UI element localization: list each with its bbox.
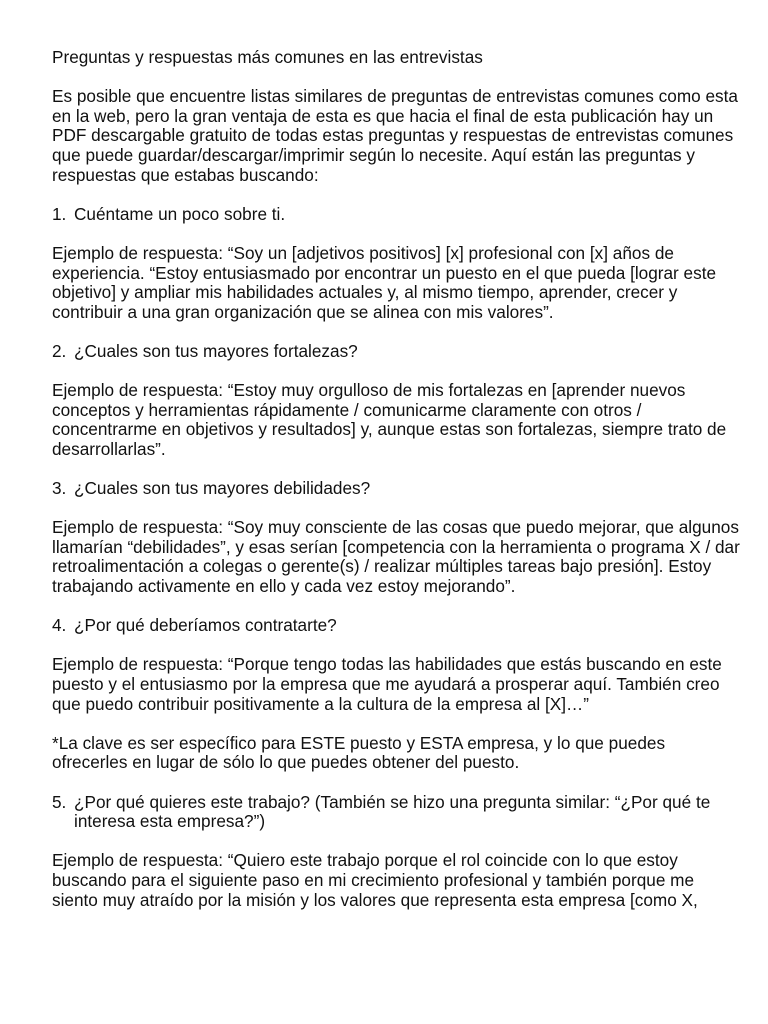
intro-paragraph: Es posible que encuentre listas similares de preguntas de entrevistas comunes como esta en la web, pero la gran ventaja de esta es que hacia el final de esta publicación hay un PDF descargable gratuito de todas estas preguntas y respuestas de entrevistas comunes que puede guardar/descargar/imprimir según lo necesite. Aquí están las preguntas y respuestas que estabas buscando: [52,86,738,185]
question-number: 2. [52,340,67,361]
question-1 [52,205,742,225]
question-3 [52,479,742,499]
question-text: ¿Cuales son tus mayores fortalezas? [74,340,358,361]
answer-3: Ejemplo de respuesta: “Soy muy consciente de las cosas que puedo mejorar, que algunos llamarían “debilidades”, y esas serían [competencia con la herramienta o programa X / dar retroalimentación a colegas o gerente(s) / realizar múltiples tareas bajo presión]. Estoy trabajando activamente en ello y cada vez estoy mejorando”. [52,517,740,597]
question-4 [52,616,742,636]
question-text: Cuéntame un poco sobre ti. [74,203,286,224]
question-text: ¿Cuales son tus mayores debilidades? [74,478,371,499]
question-number: 3. [52,478,67,499]
answer-2: Ejemplo de respuesta: “Estoy muy orgulloso de mis fortalezas en [aprender nuevos conceptos y herramientas rápidamente / comunicarme claramente con otros / concentrarme en objetivos y resultados] y, aunque estas son fortalezas, siempre trato de desarrollarlas”. [52,380,727,459]
answer-5: Ejemplo de respuesta: “Quiero este trabajo porque el rol coincide con lo que estoy buscando para el siguiente paso en mi crecimiento profesional y también porque me siento muy atraído por la misión y los valores que representa esta empresa [como X, [52,850,698,910]
answer-4: Ejemplo de respuesta: “Porque tengo todas las habilidades que estás buscando en este puesto y el entusiasmo por la empresa que me ayudará a prosperar aquí. También creo que puedo contribuir positivamente a la cultura de la empresa al [X]…” [52,654,722,714]
document-page [52,48,742,930]
note-4: *La clave es ser específico para ESTE puesto y ESTA empresa, y lo que puedes ofrecerles en lugar de sólo lo que puedes obtener del puesto. [52,732,666,773]
question-number: 4. [52,615,67,636]
question-number: 1. [52,203,67,224]
answer-1: Ejemplo de respuesta: “Soy un [adjetivos positivos] [x] profesional con [x] años de experiencia. “Estoy entusiasmado por encontrar un puesto en el que pueda [lograr este objetivo] y ampliar mis habilidades actuales y, al mismo tiempo, aprender, crecer y contribuir a una gran organización que se alinea con mis valores”. [52,242,717,322]
question-2 [52,342,742,362]
question-5 [52,793,742,832]
document-title: Preguntas y respuestas más comunes en las entrevistas [52,47,483,67]
question-number: 5. [52,791,67,812]
question-text: ¿Por qué quieres este trabajo? (También se hizo una pregunta similar: “¿Por qué te interesa esta empresa?”) [74,791,711,832]
question-text: ¿Por qué deberíamos contratarte? [74,615,337,636]
